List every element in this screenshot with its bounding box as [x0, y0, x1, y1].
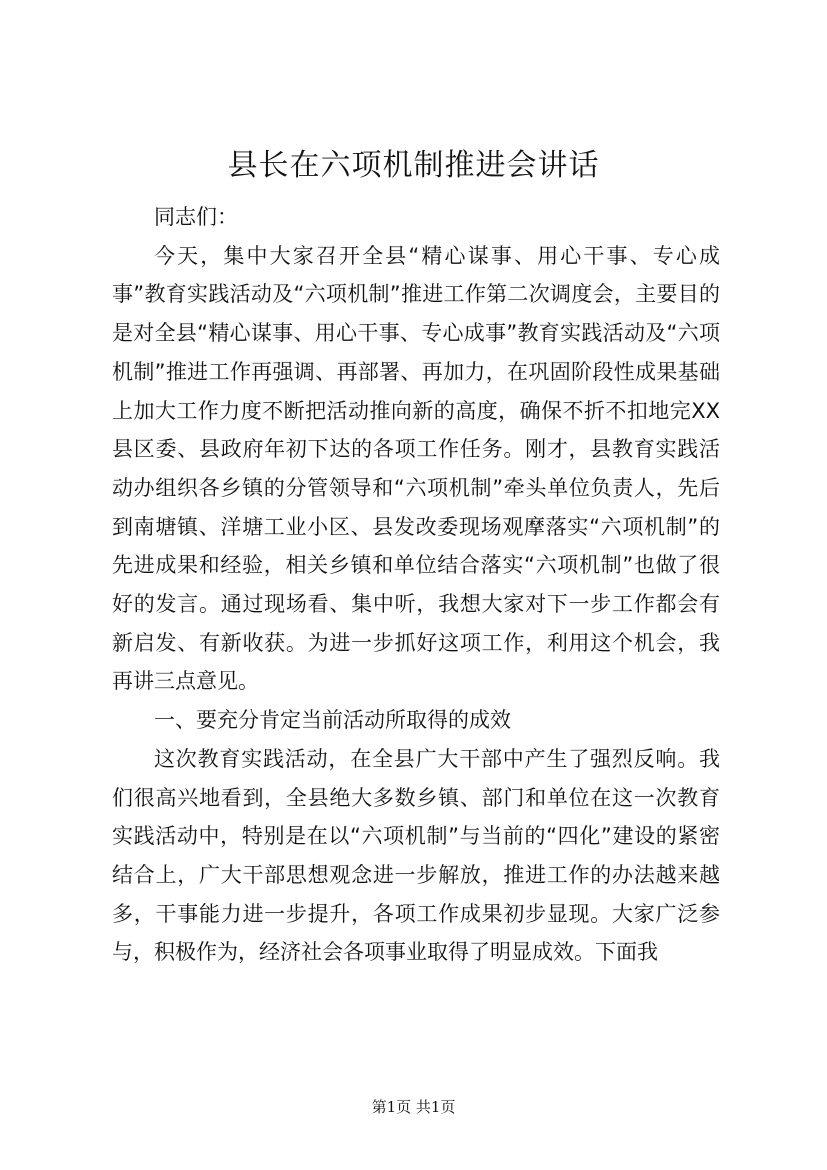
section-heading-1: 一、要充分肯定当前活动所取得的成效 — [154, 708, 511, 733]
page-footer: 第1页 共1页 — [371, 1098, 456, 1116]
salutation: 同志们： — [154, 205, 238, 229]
document-title: 县长在六项机制推进会讲话 — [227, 148, 600, 183]
paragraph-achievements: 这次教育实践活动，在全县广大干部中产生了强烈反响。我们很高兴地看到，全县绝大多数乡镇、部门和单位在这一次教育实践活动中，特别是在以“六项机制”与当前的“四化”建设的紧密结合上，广大干部思想观念进一步解放，推进工作的办法越来越多，干事能力进一步提升，各项工作成果初步显现。大家广泛参与，积极作为，经济社会各项事业取得了明显成效。下面我 — [112, 746, 720, 965]
paragraph-intro: 今天，集中大家召开全县“精心谋事、用心干事、专心成事”教育实践活动及“六项机制”推进工作第二次调度会，主要目的是对全县“精心谋事、用心干事、专心成事”教育实践活动及“六项机制”推进工作再强调、再部署、再加力，在巩固阶段性成果基础上加大工作力度不断把活动推向新的高度，确保不折不扣地完XX县区委、县政府年初下达的各项工作任务。刚才，县教育实践活动办组织各乡镇的分管领导和“六项机制”牵头单位负责人，先后到南塘镇、洋塘工业小区、县发改委现场观摩落实“六项机制”的先进成果和经验，相关乡镇和单位结合落实“六项机制”也做了很好的发言。通过现场看、集中听，我想大家对下一步工作都会有新启发、有新收获。为进一步抓好这项工作，利用这个机会，我再讲三点意见。 — [112, 243, 720, 694]
document-body — [112, 198, 720, 972]
